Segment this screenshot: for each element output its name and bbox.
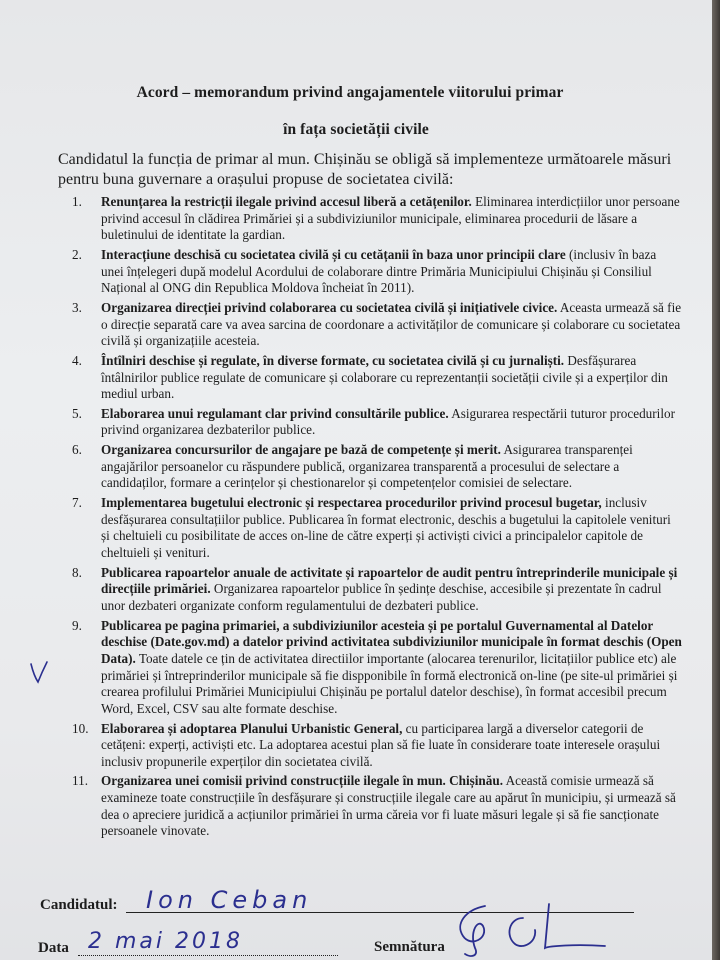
list-item-number: 4. <box>72 352 82 368</box>
list-item-heading: Renunțarea la restricții ilegale privind accesul liberă a cetățenilor. <box>101 194 472 209</box>
handwritten-check-mark <box>28 658 50 688</box>
list-item-text: Toate datele ce țin de activitatea directiilor importante (alocarea terenurilor, licitațiilor publice etc) ale primăriei și întreprinderilor municipale să fie dispponibile în formă electronică on-line (pe site-ul primăriei și crearea profilului Primăriei Municipiului Chișinău pe portalul datelor deschise), în format accesibil precum Word, Excel, CSV sau alte formate deschise. <box>101 650 678 716</box>
list-item-text: Aceasta urmează să fie o direcție separată care va avea sarcina de coordonare a activităților de comunicare și colaborare cu societatea civilă și organizațiile acesteia. <box>101 299 682 349</box>
list-item-heading: Organizarea direcției privind colaborarea cu societatea civilă și inițiativele civice. <box>101 299 558 315</box>
list-item <box>72 565 682 615</box>
list-item-heading: Elaborarea și adoptarea Planului Urbanistic General, <box>101 720 403 736</box>
handwritten-signature <box>445 896 635 960</box>
list-item-heading: Publicarea rapoartelor anuale de activitate și rapoartelor de audit pentru întreprinderile municipale și direcțiile primăriei. <box>101 564 678 597</box>
list-item-number: 3. <box>72 299 82 315</box>
list-item <box>72 194 682 244</box>
list-item-text: Eliminarea interdicțiilor unor persoane privind accesul în clădirea Primăriei și a subdiviziunilor municipale, eliminarea procedurii de lăsare a buletinului de identitate la gardian. <box>101 194 680 243</box>
list-item-number: 11. <box>72 773 88 789</box>
list-item <box>72 300 682 350</box>
list-item-text: inclusiv desfășurarea consultațiilor publice. Publicarea în format electronic, deschis a bugetului la capitolele venituri și cheltuieli cu posibilitate de acces on-line de către experți și activiști civici a principalelor capitole de cheltuieli și venituri. <box>101 495 671 560</box>
list-item-heading: Publicarea pe pagina primariei, a subdiviziunilor acesteia și pe portalul Guvernamental al Datelor deschise (Date.gov.md) a datelor privind activitatea subdiviziunilor municipale în format deschis (Open Data). <box>101 617 682 666</box>
list-item-heading: Elaborarea unui regulamant clar privind consultările publice. <box>101 405 449 421</box>
signature-label: Semnătura <box>374 939 445 955</box>
list-item-text: Asigurarea respectării tuturor procedurilor privind organizarea dezbaterilor publice. <box>101 405 675 438</box>
candidate-name-handwriting: Ion Ceban <box>146 886 313 914</box>
list-item-text: Organizarea rapoartelor publice în ședințe deschise, accesibile și prezentate în cadrul unor dezbateri organizate conform regulamentului de dezbateri publice. <box>101 581 662 613</box>
list-item-number: 1. <box>72 194 82 209</box>
candidate-label: Candidatul: <box>40 897 118 913</box>
intro-paragraph: Candidatul la funcția de primar al mun. Chișinău se obligă să implementeze următoarele măsuri pentru buna guvernare a orașului propuse de societatea civilă: <box>58 151 672 188</box>
date-label: Data <box>38 940 69 956</box>
document-title-line-2: în fața societății civile <box>283 121 429 138</box>
list-item-number: 10. <box>72 720 89 736</box>
measures-list <box>72 194 682 843</box>
page-edge-shadow <box>712 0 720 960</box>
list-item-heading: Organizarea concursurilor de angajare pe bază de competențe și merit. <box>101 442 501 458</box>
list-item-text: Desfășurarea întâlnirilor publice regulate de comunicare și colaborare cu reprezentanții societății civile și a experților din mediul urban. <box>101 352 668 402</box>
list-item-heading: Interacțiune deschisă cu societatea civilă și cu cetățanii în baza unor principii clare <box>101 246 566 262</box>
list-item <box>72 406 682 439</box>
list-item <box>72 442 682 492</box>
list-item-heading: Implementarea bugetului electronic și respectarea procedurilor privind procesul bugetar, <box>101 495 602 511</box>
list-item <box>72 353 682 403</box>
list-item-number: 5. <box>72 405 82 421</box>
list-item <box>72 495 682 561</box>
list-item-number: 6. <box>72 442 82 458</box>
list-item <box>72 618 682 718</box>
list-item-text: Această comisie urmează să examineze toate construcțiile în desfășurare și construcțiile ilegale care au apărut în municipiu, și urmează să dea o apreciere juridică a acțiunilor primăriei în urma căreia vor fi luate măsuri legale și să fie sancționate persoanele vinovate. <box>101 773 676 839</box>
list-item-number: 9. <box>72 617 82 633</box>
list-item-number: 2. <box>72 246 82 262</box>
document-title-line-1: Acord – memorandum privind angajamentele viitorului primar <box>136 84 564 101</box>
list-item <box>72 721 682 771</box>
date-line <box>78 955 338 956</box>
list-item-text: Asigurarea transparenței angajărilor persoanelor cu răspundere publică, organizarea transparentă a procesului de selectare a candidaților, formare a cerințelor și chestionarelor și competențelor comisiei de selectare. <box>101 442 633 491</box>
list-item-number: 7. <box>72 495 82 511</box>
list-item-text: (inclusiv în baza unei înțelegeri după modelul Acordului de colaborare dintre Primăria Municipiului Chișinău și Consiliul Național al ONG din Republica Moldova încheiat în 2011). <box>101 246 657 296</box>
date-handwriting: 2 mai 2018 <box>88 929 243 954</box>
list-item-text: cu participarea largă a diverselor categorii de cetățeni: experți, activiști etc. La adoptarea acestui plan să fie luate în considerare toate interesele orașului inclusiv propunerile experților din societatea civilă. <box>101 720 661 769</box>
list-item <box>72 773 682 839</box>
list-item-heading: Întîlniri deschise și regulate, în diverse formate, cu societatea civilă și cu jurnaliști. <box>101 352 565 368</box>
list-item <box>72 247 682 297</box>
list-item-heading: Organizarea unei comisii privind construcțiile ilegale în mun. Chișinău. <box>101 773 503 789</box>
list-item-number: 8. <box>72 564 82 580</box>
